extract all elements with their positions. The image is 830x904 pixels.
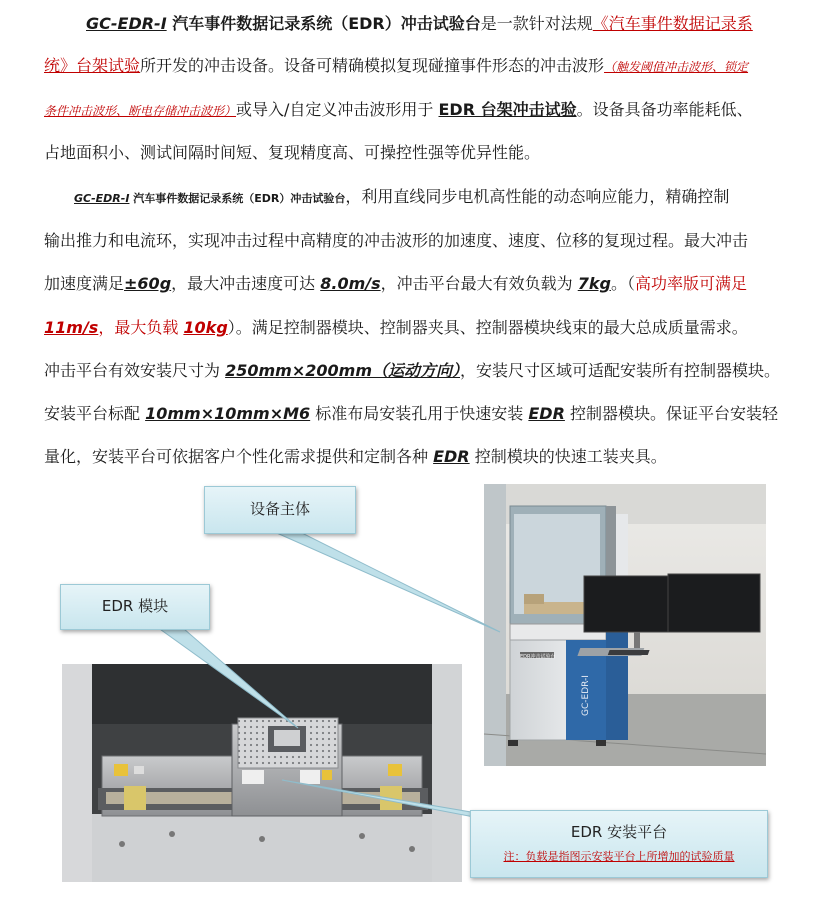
edr-module-pointer xyxy=(150,622,298,728)
spec-line-1: GC-EDR-Ⅰ 汽车事件数据记录系统（EDR）冲击试验台，利用直线同步电机高性能的动态响应能力，精确控制 xyxy=(74,187,730,206)
intro-line-3: 条件冲击波形、断电存储冲击波形）或导入/自定义冲击波形用于 EDR 台架冲击试验。设备具备功率能耗低、 xyxy=(44,100,753,119)
edr-module-label: EDR 模块 xyxy=(101,597,169,615)
intro-line-2: 统》台架试验所开发的冲击设备。设备可精确模拟复现碰撞事件形态的冲击波形（触发阈值冲击波形、锁定 xyxy=(44,56,749,75)
main-body-label: 设备主体 xyxy=(249,500,310,518)
platform-note: 注：负载是指图示安装平台上所增加的试验质量 xyxy=(503,850,735,863)
regulation-link[interactable]: 《汽车事件数据记录系 xyxy=(592,14,753,33)
main-body-pointer xyxy=(270,530,500,632)
spec-line-7: 量化，安装平台可依据客户个性化需求提供和定制各种 EDR 控制模块的快速工装夹具。 xyxy=(44,447,667,466)
machine-side-text: GC-EDR-Ⅰ xyxy=(581,675,591,716)
spec-line-5: 冲击平台有效安装尺寸为 250mm×200mm（运动方向），安装尺寸区域可适配安装所有控制器模块。 xyxy=(44,361,781,380)
spec-line-6: 安装平台标配 10mm×10mm×M6 标准布局安装孔用于快速安装 EDR 控制器模块。保证平台安装轻 xyxy=(44,404,778,423)
main-body-callout xyxy=(204,486,356,534)
intro-line-4: 占地面积小、测试间隔时间短、复现精度高、可操控性强等优异性能。 xyxy=(44,143,541,162)
intro-line-1: GC-EDR-Ⅰ 汽车事件数据记录系统（EDR）冲击试验台是一款针对法规《汽车事件数据记录系 xyxy=(86,14,753,33)
platform-label: EDR 安装平台 xyxy=(570,823,668,841)
machine-panel-text: EDR冲击试验台 xyxy=(520,654,556,660)
spec-line-3: 加速度满足±60g，最大冲击速度可达 8.0m/s，冲击平台最大有效负载为 7kg。（高功率版可满足 xyxy=(44,274,747,293)
spec-line-2: 输出推力和电流环，实现冲击过程中高精度的冲击波形的加速度、速度、位移的复现过程。最大冲击 xyxy=(44,231,749,250)
edr-module-callout xyxy=(60,584,210,630)
spec-line-4: 11m/s，最大负载 10kg）。满足控制器模块、控制器夹具、控制器模块线束的最大总成质量需求。 xyxy=(44,318,748,337)
platform-callout xyxy=(470,810,768,878)
